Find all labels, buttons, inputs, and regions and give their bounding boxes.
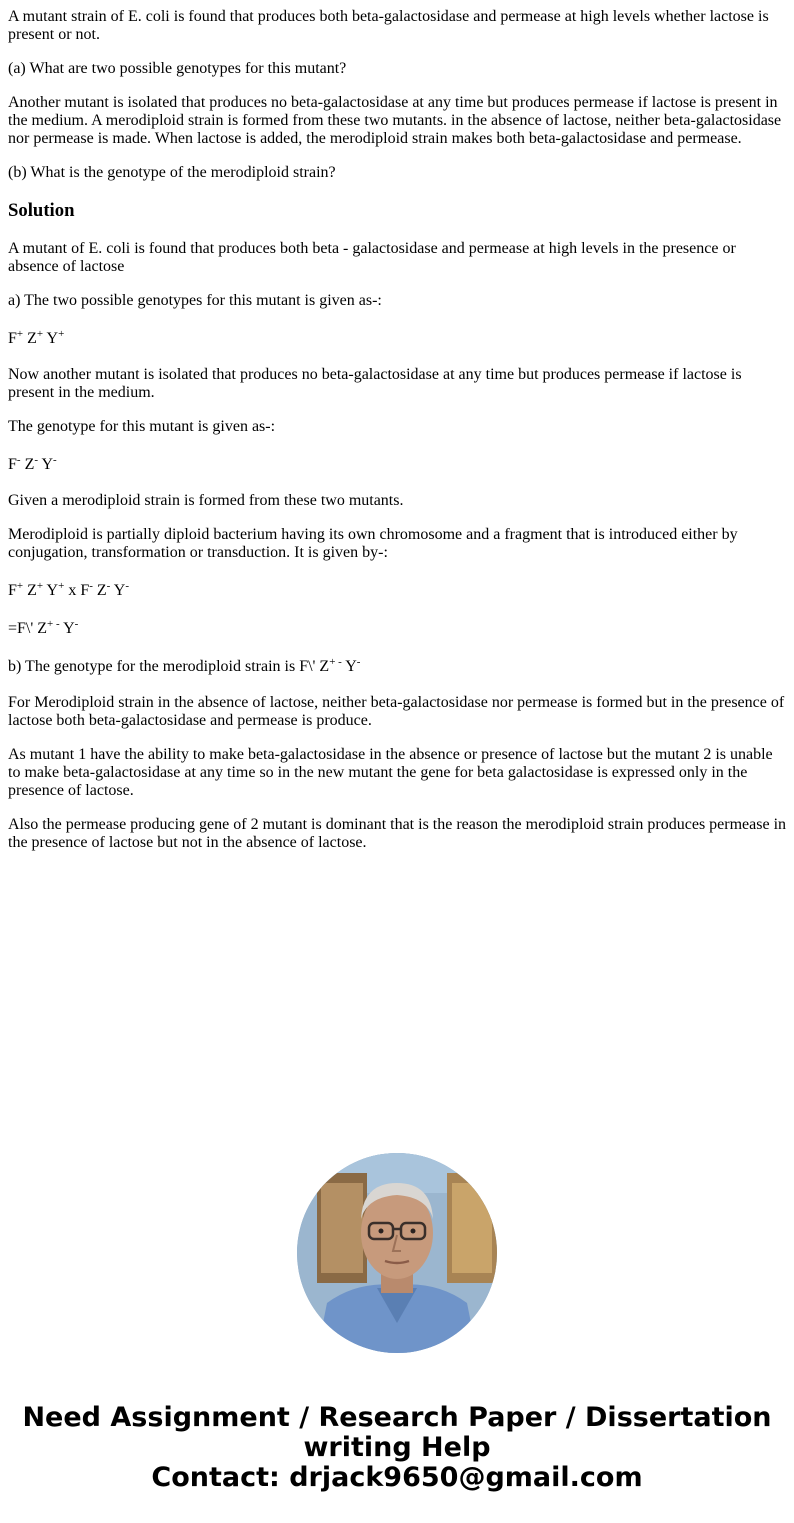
- solution-paragraph-3: Now another mutant is isolated that produces no beta-galactosidase at any time but produces permease if lactose is present in the medium.: [8, 366, 742, 401]
- genotype-mutant-2: F- Z- Y-: [8, 454, 57, 473]
- solution-paragraph-2: a) The two possible genotypes for this mutant is given as-:: [8, 292, 382, 309]
- solution-paragraph-6: Merodiploid is partially diploid bacterium having its own chromosome and a fragment that is introduced either by conjugation, transformation or transduction. It is given by-:: [8, 526, 738, 561]
- solution-paragraph-1: A mutant of E. coli is found that produces both beta - galactosidase and permease at high levels in the presence or absence of lactose: [8, 240, 736, 275]
- promo-block: [0, 1153, 794, 1493]
- question-intro: A mutant strain of E. coli is found that produces both beta-galactosidase and permease at high levels whether lactose is present or not.: [8, 8, 769, 43]
- promo-contact: Contact: drjack9650@gmail.com: [151, 1462, 643, 1493]
- answer-part-b: b) The genotype for the merodiploid strain is F\' Z+ - Y-: [8, 656, 361, 675]
- promo-text: [0, 1403, 794, 1493]
- document-body: [8, 0, 788, 868]
- solution-paragraph-8: As mutant 1 have the ability to make beta-galactosidase in the absence or presence of lactose but the mutant 2 is unable to make beta-galactosidase at any time so in the new mutant the gene for beta galactosidase is expressed only in the presence of lactose.: [8, 746, 773, 799]
- genotype-mutant-1: F+ Z+ Y+: [8, 328, 65, 347]
- author-avatar: [297, 1153, 497, 1353]
- question-second-mutant: Another mutant is isolated that produces no beta-galactosidase at any time but produces permease if lactose is present in the medium. A merodiploid strain is formed from these two mutants. in the absence of lactose, neither beta-galactosidase nor permease is made. When lactose is added, the merodiploid strain makes both beta-galactosidase and permease.: [8, 94, 782, 147]
- solution-paragraph-7: For Merodiploid strain in the absence of lactose, neither beta-galactosidase nor permease is formed but in the presence of lactose both beta-galactosidase and permease is produce.: [8, 694, 785, 729]
- genotype-result: =F\' Z+ - Y-: [8, 618, 79, 637]
- solution-paragraph-5: Given a merodiploid strain is formed from these two mutants.: [8, 492, 404, 509]
- avatar-portrait-icon: [297, 1153, 497, 1353]
- solution-paragraph-9: Also the permease producing gene of 2 mutant is dominant that is the reason the merodiploid strain produces permease in the presence of lactose but not in the absence of lactose.: [8, 816, 787, 851]
- genotype-cross: F+ Z+ Y+ x F- Z- Y-: [8, 580, 129, 599]
- solution-paragraph-4: The genotype for this mutant is given as-:: [8, 418, 276, 435]
- promo-line-1: Need Assignment / Research Paper / Dissertation: [22, 1402, 772, 1433]
- solution-heading: Solution: [8, 200, 75, 221]
- promo-line-2: writing Help: [303, 1432, 491, 1463]
- question-part-b: (b) What is the genotype of the merodiploid strain?: [8, 164, 336, 181]
- question-part-a: (a) What are two possible genotypes for this mutant?: [8, 60, 347, 77]
